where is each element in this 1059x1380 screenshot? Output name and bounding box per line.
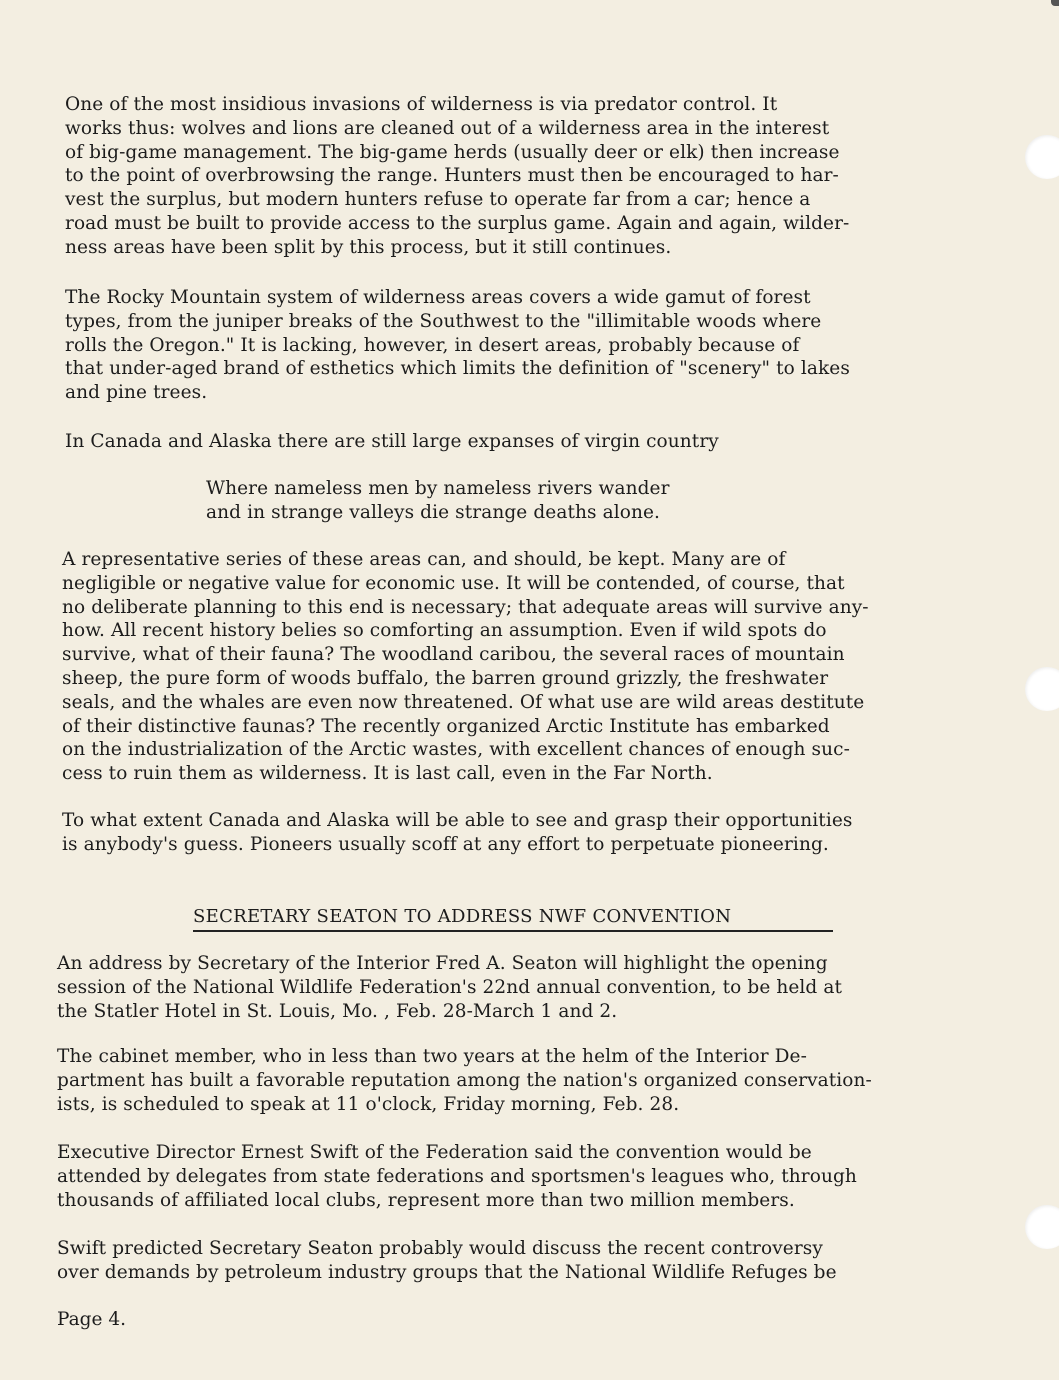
text-line: types, from the juniper breaks of the Southwest to the "illimitable woods where <box>65 310 822 332</box>
text-line: of their distinctive faunas? The recently organized Arctic Institute has embarked <box>62 715 830 737</box>
text-line: partment has built a favorable reputation among the nation's organized conservation- <box>57 1069 872 1091</box>
paragraph-representative-series <box>62 548 869 786</box>
punch-hole-top <box>1025 135 1059 179</box>
text-line: to the point of overbrowsing the range. Hunters must then be encouraged to har- <box>65 165 839 187</box>
paragraph-rocky-mountain <box>65 286 850 405</box>
page-edge-mark <box>1051 0 1059 6</box>
text-line: The cabinet member, who in less than two years at the helm of the Interior De- <box>57 1046 807 1067</box>
text-line: on the industrialization of the Arctic wastes, with excellent chances of enough suc- <box>62 739 850 761</box>
text-line: A representative series of these areas can, and should, be kept. Many are of <box>62 549 786 570</box>
text-line: works thus: wolves and lions are cleaned out of a wilderness area in the interest <box>65 117 830 139</box>
text-line: of big-game management. The big-game herds (usually deer or elk) then increase <box>65 141 840 163</box>
text-line: cess to ruin them as wilderness. It is last call, even in the Far North. <box>62 763 713 785</box>
text-line: survive, what of their fauna? The woodland caribou, the several races of mountain <box>62 644 845 666</box>
paragraph-executive-director <box>57 1141 857 1212</box>
text-line: ists, is scheduled to speak at 11 o'clock, Friday morning, Feb. 28. <box>57 1093 680 1115</box>
text-line: is anybody's guess. Pioneers usually scoff at any effort to perpetuate pioneering. <box>62 833 829 855</box>
text-line: seals, and the whales are even now threatened. Of what use are wild areas destitute <box>62 691 865 713</box>
text-line: road must be built to provide access to the surplus game. Again and again, wilder- <box>65 212 850 234</box>
verse-line: and in strange valleys die strange deaths alone. <box>206 501 661 523</box>
paragraph-cabinet-member <box>57 1045 872 1116</box>
text-line: how. All recent history belies so comforting an assumption. Even if wild spots do <box>62 620 827 642</box>
text-line: The Rocky Mountain system of wilderness areas covers a wide gamut of forest <box>65 287 811 308</box>
paragraph-swift-prediction <box>57 1237 837 1285</box>
text-line: and pine trees. <box>65 382 208 404</box>
text-line: In Canada and Alaska there are still large expanses of virgin country <box>65 431 719 452</box>
section-heading: SECRETARY SEATON TO ADDRESS NWF CONVENTION <box>193 906 833 932</box>
paragraph-canada-alaska <box>65 430 719 454</box>
paragraph-predator-control <box>65 93 849 260</box>
punch-hole-middle <box>1025 667 1059 711</box>
text-line: attended by delegates from state federations and sportsmen's leagues who, through <box>57 1165 857 1187</box>
punch-hole-bottom <box>1025 1205 1059 1249</box>
text-line: session of the National Wildlife Federation's 22nd annual convention, to be held at <box>57 976 843 998</box>
paragraph-address-announcement <box>57 952 842 1023</box>
verse-line: Where nameless men by nameless rivers wander <box>206 478 670 499</box>
text-line: Executive Director Ernest Swift of the Federation said the convention would be <box>57 1142 812 1163</box>
text-line: Swift predicted Secretary Seaton probably would discuss the recent controversy <box>57 1238 823 1259</box>
text-line: over demands by petroleum industry groups that the National Wildlife Refuges be <box>57 1261 837 1283</box>
text-line: no deliberate planning to this end is necessary; that adequate areas will survive any- <box>62 596 869 618</box>
verse-quote <box>206 477 670 525</box>
text-line: the Statler Hotel in St. Louis, Mo. , Feb. 28-March 1 and 2. <box>57 1000 618 1022</box>
text-line: vest the surplus, but modern hunters refuse to operate far from a car; hence a <box>65 189 811 211</box>
page-number: Page 4. <box>57 1309 126 1330</box>
text-line: One of the most insidious invasions of wilderness is via predator control. It <box>65 94 778 115</box>
paragraph-opportunities <box>62 809 852 857</box>
text-line: rolls the Oregon." It is lacking, however, in desert areas, probably because of <box>65 334 800 356</box>
text-line: An address by Secretary of the Interior Fred A. Seaton will highlight the opening <box>57 953 828 974</box>
text-line: To what extent Canada and Alaska will be able to see and grasp their opportunities <box>62 810 853 831</box>
text-line: that under-aged brand of esthetics which limits the definition of "scenery" to lakes <box>65 358 850 380</box>
text-line: thousands of affiliated local clubs, represent more than two million members. <box>57 1189 795 1211</box>
text-line: negligible or negative value for economic use. It will be contended, of course, that <box>62 572 845 594</box>
text-line: sheep, the pure form of woods buffalo, the barren ground grizzly, the freshwater <box>62 667 829 689</box>
text-line: ness areas have been split by this process, but it still continues. <box>65 236 672 258</box>
